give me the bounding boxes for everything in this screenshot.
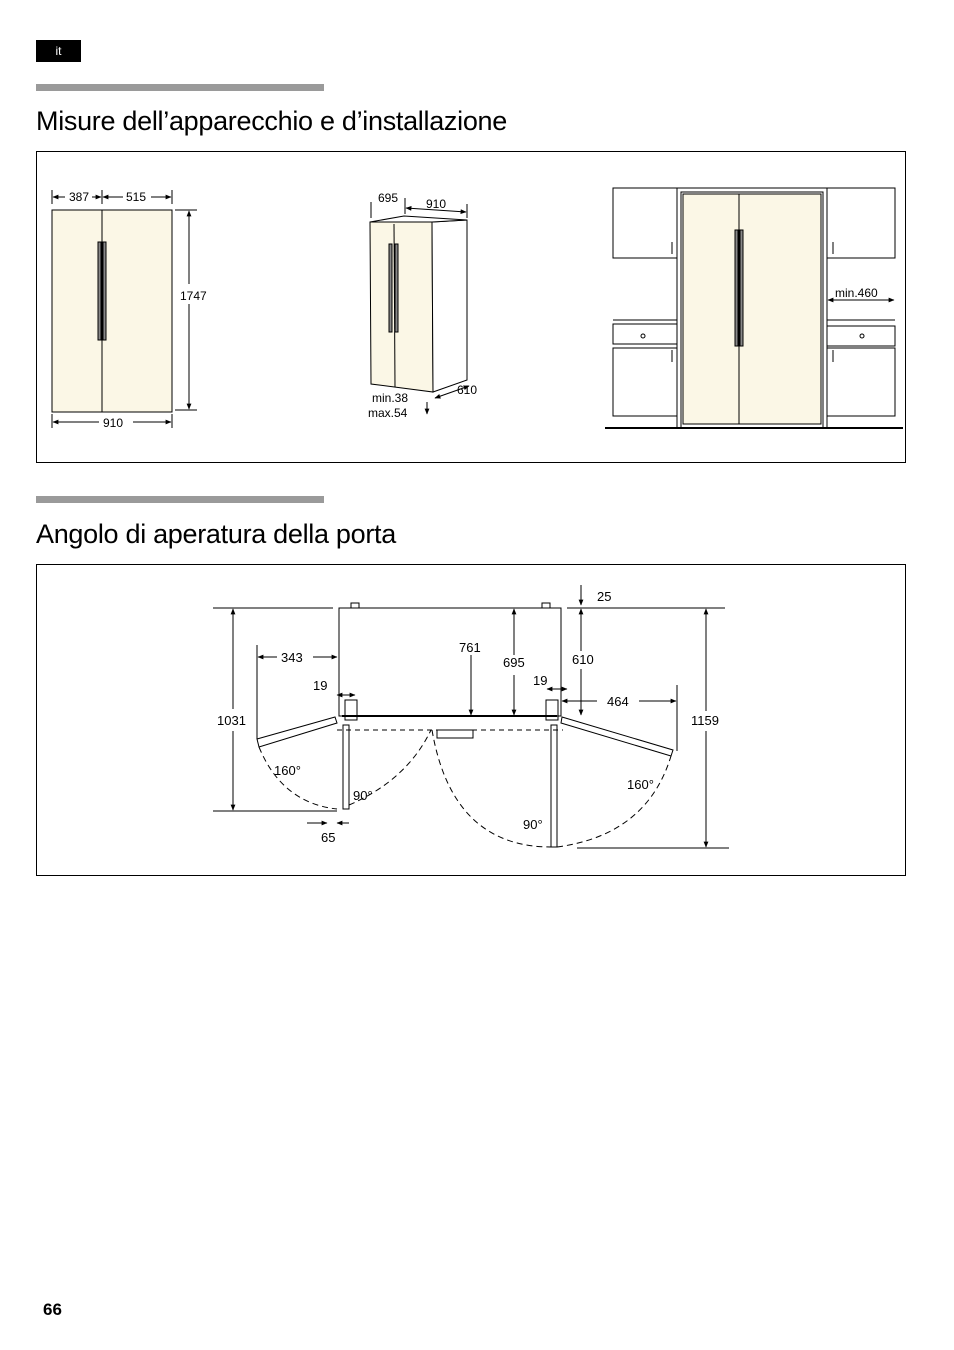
front-view xyxy=(52,190,197,428)
page-number: 66 xyxy=(43,1300,62,1319)
left-base-cabinet xyxy=(613,348,677,416)
perspective-front-face xyxy=(370,222,433,392)
angle-right-open: 160° xyxy=(627,777,654,792)
dim-right-door-reach: 464 xyxy=(607,694,629,709)
right-door-160 xyxy=(561,717,673,756)
dimensions-drawing xyxy=(37,152,905,462)
angle-left-open: 160° xyxy=(274,763,301,778)
right-swing-arc-160 xyxy=(557,756,671,847)
door-angle-drawing xyxy=(37,565,905,875)
front-width-left: 387 xyxy=(69,190,90,204)
door-angle-figure xyxy=(36,564,906,876)
right-drawer xyxy=(827,326,895,346)
angle-left-90: 90° xyxy=(353,788,373,803)
niche-view xyxy=(605,188,903,428)
right-door-90 xyxy=(551,725,557,847)
dimensions-figure xyxy=(36,151,906,463)
dim-left-total-depth: 1031 xyxy=(217,713,246,728)
left-door-160 xyxy=(257,717,337,747)
front-handle-left xyxy=(98,242,101,340)
dim-left-offset: 65 xyxy=(321,830,336,845)
left-swing-arc xyxy=(259,747,337,809)
section-title-dimensions: Misure dell’apparecchio e d’installazione xyxy=(36,106,507,136)
section-rule-1 xyxy=(36,84,324,91)
dim-depth-open: 761 xyxy=(459,640,481,655)
section-title-door-angle: Angolo di aperatura della porta xyxy=(36,519,396,549)
dim-top-gap: 25 xyxy=(597,589,612,604)
front-handle-right xyxy=(103,242,106,340)
perspective-handle-right xyxy=(395,244,398,332)
perspective-depth-total: 610 xyxy=(457,383,478,397)
dim-right-total-depth: 1159 xyxy=(691,713,719,728)
fridge-body-top-view xyxy=(339,608,561,716)
dim-depth-closed: 695 xyxy=(503,655,525,670)
front-width-right: 515 xyxy=(126,190,147,204)
angle-right-90: 90° xyxy=(523,817,543,832)
right-wall-cabinet xyxy=(827,188,895,258)
front-fridge-body xyxy=(52,210,172,412)
niche-handle-left xyxy=(735,230,738,346)
perspective-clearance-max: max.54 xyxy=(368,406,408,420)
language-tag: it xyxy=(36,40,81,62)
right-top-hinge xyxy=(542,603,550,608)
perspective-view xyxy=(370,198,469,414)
left-wall-cabinet xyxy=(613,188,677,258)
perspective-width: 910 xyxy=(426,197,447,211)
front-width-total: 910 xyxy=(103,416,124,430)
perspective-top-face xyxy=(370,216,467,222)
left-top-hinge xyxy=(351,603,359,608)
niche-fridge xyxy=(683,194,821,424)
dim-left-door-reach: 343 xyxy=(281,650,303,665)
section-rule-2 xyxy=(36,496,324,503)
perspective-clearance-min: min.38 xyxy=(372,391,409,405)
center-handle xyxy=(437,730,473,738)
front-height: 1747 xyxy=(180,289,207,303)
dim-body-depth: 610 xyxy=(572,652,594,667)
dim-hinge-left: 19 xyxy=(313,678,328,693)
perspective-depth: 695 xyxy=(378,191,399,205)
perspective-side-face xyxy=(432,220,467,392)
right-base-cabinet xyxy=(827,348,895,416)
perspective-handle-left xyxy=(389,244,392,332)
left-door-90 xyxy=(343,725,349,809)
dim-hinge-right: 19 xyxy=(533,673,548,688)
niche-handle-right xyxy=(740,230,743,346)
niche-side-clearance: min.460 xyxy=(835,286,878,300)
left-drawer xyxy=(613,324,677,344)
